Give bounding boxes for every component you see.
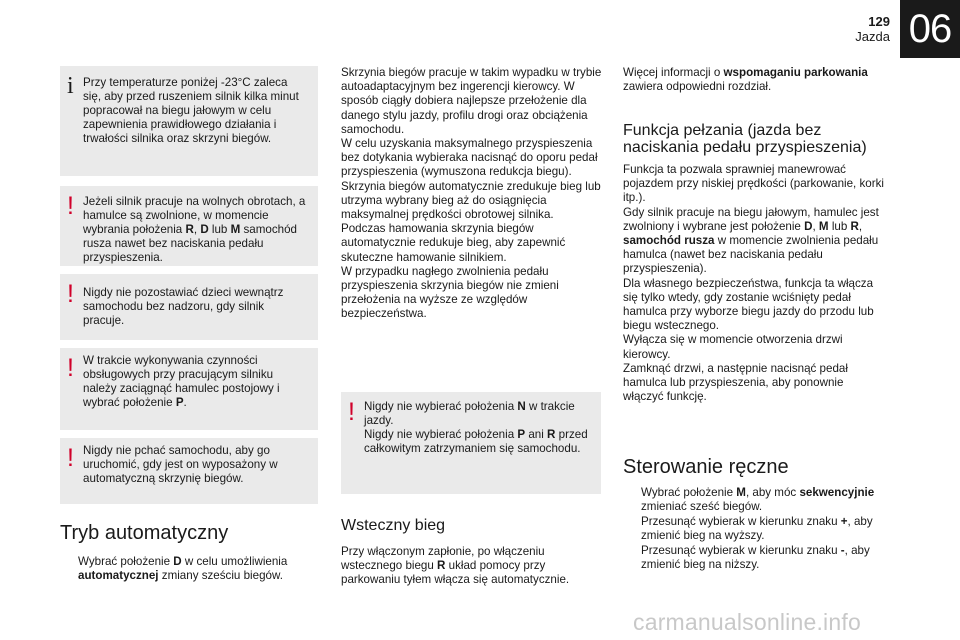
- warning-icon: !: [67, 280, 74, 308]
- warning-box-maintenance: [60, 348, 318, 430]
- section-title-creep: Funkcja pełzania (jazda bez naciskania pedału przyspieszenia): [623, 122, 867, 156]
- chapter-tab: 06: [900, 0, 960, 58]
- warning-box-idle: [60, 186, 318, 266]
- list-item: Wybrać położenie M, aby móc sekwencyjnie zmieniać sześć biegów.: [641, 486, 875, 514]
- info-box: [60, 66, 318, 176]
- creep-body: Funkcja ta pozwala sprawniej manewrować pojazdem przy niskiej prędkości (parkowanie, korki itp.). Gdy silnik pracuje na biegu jałowym, hamulec jest zwolniony i wybrane jest położenie D, M lub R, samochód rusza w momencie zwolnienia pedału hamulca (nawet bez naciskania pedału przyspieszenia). Dla własnego bezpieczeństwa, funkcja ta włącza się tylko wtedy, gdy zostanie wciśnięty pedał hamulca przy wyborze biegu jazdy do przodu lub biegu wstecznego. Wyłącza się w momencie otworzenia drzwi kierowcy. Zamknąć drzwi, a następnie nacisnąć pedał hamulca lub przyspieszenia, aby ponownie włączyć funkcję.: [623, 163, 884, 404]
- warning-box-push: [60, 438, 318, 504]
- warning-icon: !: [67, 444, 74, 472]
- warning-text: Nigdy nie wybierać położenia N w trakcie jazdy. Nigdy nie wybierać położenia P ani R przed całkowitym zatrzymaniem się samochodu.: [364, 400, 588, 455]
- parking-assist-intro: Więcej informacji o wspomaganiu parkowania zawiera odpowiedni rozdział.: [623, 66, 868, 94]
- warning-box-children: [60, 274, 318, 340]
- warning-text: Jeżeli silnik pracuje na wolnych obrotach, a hamulce są zwolnione, w momencie wybrania położenia R, D lub M samochód rusza nawet bez naciskania pedału przyspieszenia.: [83, 195, 306, 264]
- page-number: 129: [868, 14, 890, 29]
- list-item: Przesunąć wybierak w kierunku znaku -, aby zmienić bieg na niższy.: [641, 544, 870, 572]
- list-item: Przesunąć wybierak w kierunku znaku +, aby zmienić bieg na wyższy.: [641, 515, 873, 543]
- watermark: carmanualsonline.info: [633, 609, 861, 635]
- warning-text: W trakcie wykonywania czynności obsługowych przy pracującym silniku należy zaciągnąć hamulec postojowy i wybrać położenie P.: [83, 354, 280, 409]
- section-title-manual: Sterowanie ręczne: [623, 456, 789, 478]
- automatic-mode-body: Skrzynia biegów pracuje w takim wypadku w trybie autoadaptacyjnym bez ingerencji kierowcy. W sposób ciągły dobiera najlepsze przełożenie dla danego stylu jazdy, profilu drogi oraz obciążenia samochodu. W celu uzyskania maksymalnego przyspieszenia bez dotykania wybieraka nacisnąć do oporu pedał przyspieszenia (wymuszona redukcja biegu). Skrzynia biegów automatycznie zredukuje bieg lub utrzyma wybrany bieg aż do osiągnięcia maksymalnej prędkości obrotowej silnika. Podczas hamowania skrzynia biegów automatycznie redukuje bieg, aby zapewnić skuteczne hamowanie silnikiem. W przypadku nagłego zwolnienia pedału przyspieszenia skrzynia biegów nie zmieni przełożenia na wyższe ze względów bezpieczeństwa.: [341, 66, 602, 321]
- warning-text: Nigdy nie pchać samochodu, aby go uruchomić, gdy jest on wyposażony w automatyczną skrzynię biegów.: [83, 444, 278, 485]
- warning-icon: !: [67, 192, 74, 220]
- warning-box-neutral: [341, 392, 601, 494]
- warning-icon: !: [67, 354, 74, 382]
- info-icon: i: [67, 73, 74, 99]
- warning-text: Nigdy nie pozostawiać dzieci wewnątrz samochodu bez nadzoru, gdy silnik pracuje.: [83, 286, 284, 327]
- section-title-reverse: Wsteczny bieg: [341, 517, 446, 534]
- info-text: Przy temperaturze poniżej -23°C zaleca się, aby przed ruszeniem silnik kilka minut popracował na biegu jałowym w celu zapewnienia prawidłowego działania i trwałości silnika oraz skrzyni biegów.: [83, 76, 299, 145]
- section-title-automatic: Tryb automatyczny: [60, 522, 229, 544]
- chapter-title: Jazda: [855, 29, 890, 44]
- list-item: Wybrać położenie D w celu umożliwienia automatycznej zmiany sześciu biegów.: [78, 555, 288, 583]
- reverse-body: Przy włączonym zapłonie, po włączeniu wstecznego biegu R układ pomocy przy parkowaniu tyłem włącza się automatycznie.: [341, 545, 570, 587]
- warning-icon: !: [348, 398, 355, 426]
